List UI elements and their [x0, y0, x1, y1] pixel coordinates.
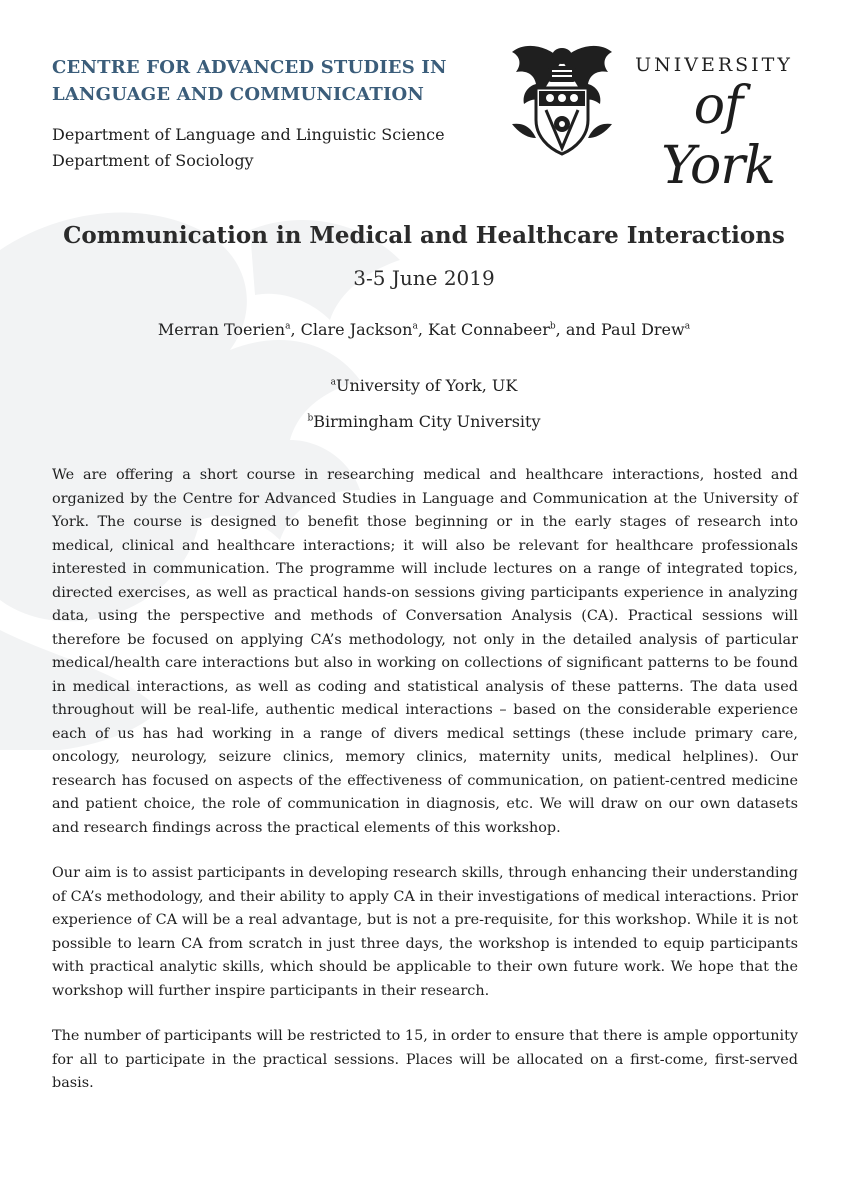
affiliation-york: [0, 376, 848, 395]
university-logo: [506, 38, 806, 196]
author-name: Merran Toerien: [157, 320, 286, 339]
author-separator: ,: [417, 320, 429, 339]
department-sociology: Department of Sociology: [52, 151, 254, 170]
centre-name-line1: CENTRE FOR ADVANCED STUDIES IN: [52, 57, 447, 78]
logo-wordmark-york: of York: [661, 76, 775, 196]
department-linguistics: Department of Language and Linguistic Science: [52, 125, 445, 144]
author-name: Clare Jackson: [300, 320, 413, 339]
author-affiliation-mark: a: [684, 321, 691, 332]
body-text: [52, 464, 798, 1118]
affiliation-text: Birmingham City University: [313, 412, 541, 431]
author-affiliation-mark: a: [285, 321, 291, 332]
university-of-york-crest-icon: [506, 38, 618, 156]
logo-wordmark-university: UNIVERSITY: [635, 54, 793, 76]
event-date: 3-5 June 2019: [353, 266, 495, 290]
author-name: Paul Drew: [600, 320, 685, 339]
author-separator: , and: [555, 320, 601, 339]
centre-name-line2: LANGUAGE AND COMMUNICATION: [52, 84, 425, 105]
affiliation-mark: a: [330, 377, 337, 388]
affiliation-text: University of York, UK: [336, 376, 518, 395]
paragraph-course-description: We are offering a short course in researching medical and healthcare interactions, hosted and organized by the Centre for Advanced Studies in Language and Communication at the University of York. The course is designed to benefit those beginning or in the early stages of research into medical, clinical and healthcare interactions; it will also be relevant for healthcare professionals interested in communication. The programme will include lectures on a range of integrated topics, directed exercises, as well as practical hands-on sessions giving participants experience in analyzing data, using the perspective and methods of Conversation Analysis (CA). Practical sessions will therefore be focused on applying CA’s methodology, not only in the detailed analysis of particular medical/health care interactions but also in working on collections of significant patterns to be found in medical interactions, as well as coding and statistical analysis of these patterns. The data used throughout will be real-life, authentic medical interactions – based on the considerable experience each of us has had working in a range of divers medical settings (these include primary care, oncology, neurology, seizure clinics, memory clinics, maternity units, medical helplines). Our research has focused on aspects of the effectiveness of communication, on patient-centred medicine and patient choice, the role of communication in diagnosis, etc. We will draw on our own datasets and research findings across the practical elements of this workshop.: [52, 467, 798, 836]
page-title: Communication in Medical and Healthcare Interactions: [63, 222, 785, 249]
author-affiliation-mark: a: [412, 321, 418, 332]
affiliation-birmingham: [0, 412, 848, 431]
paragraph-aims: Our aim is to assist participants in developing research skills, through enhancing their understanding of CA’s methodology, and their ability to apply CA in their investigations of medical interactions. Prior experience of CA will be a real advantage, but is not a pre-requisite, for this workshop. While it is not possible to learn CA from scratch in just three days, the workshop is intended to equip participants with practical analytic skills, which should be applicable to their own future work. We hope that the workshop will further inspire participants in their research.: [52, 865, 798, 999]
author-separator: ,: [290, 320, 301, 339]
centre-name: [52, 54, 502, 108]
affiliation-mark: b: [307, 413, 314, 424]
author-name: Kat Connabeer: [428, 320, 550, 339]
author-affiliation-mark: b: [549, 321, 556, 332]
departments: [52, 122, 445, 174]
author-list: [0, 320, 848, 339]
paragraph-participants: The number of participants will be restricted to 15, in order to ensure that there is ample opportunity for all to participate in the practical sessions. Places will be allocated on a first-come, first-served basis.: [52, 1028, 798, 1091]
